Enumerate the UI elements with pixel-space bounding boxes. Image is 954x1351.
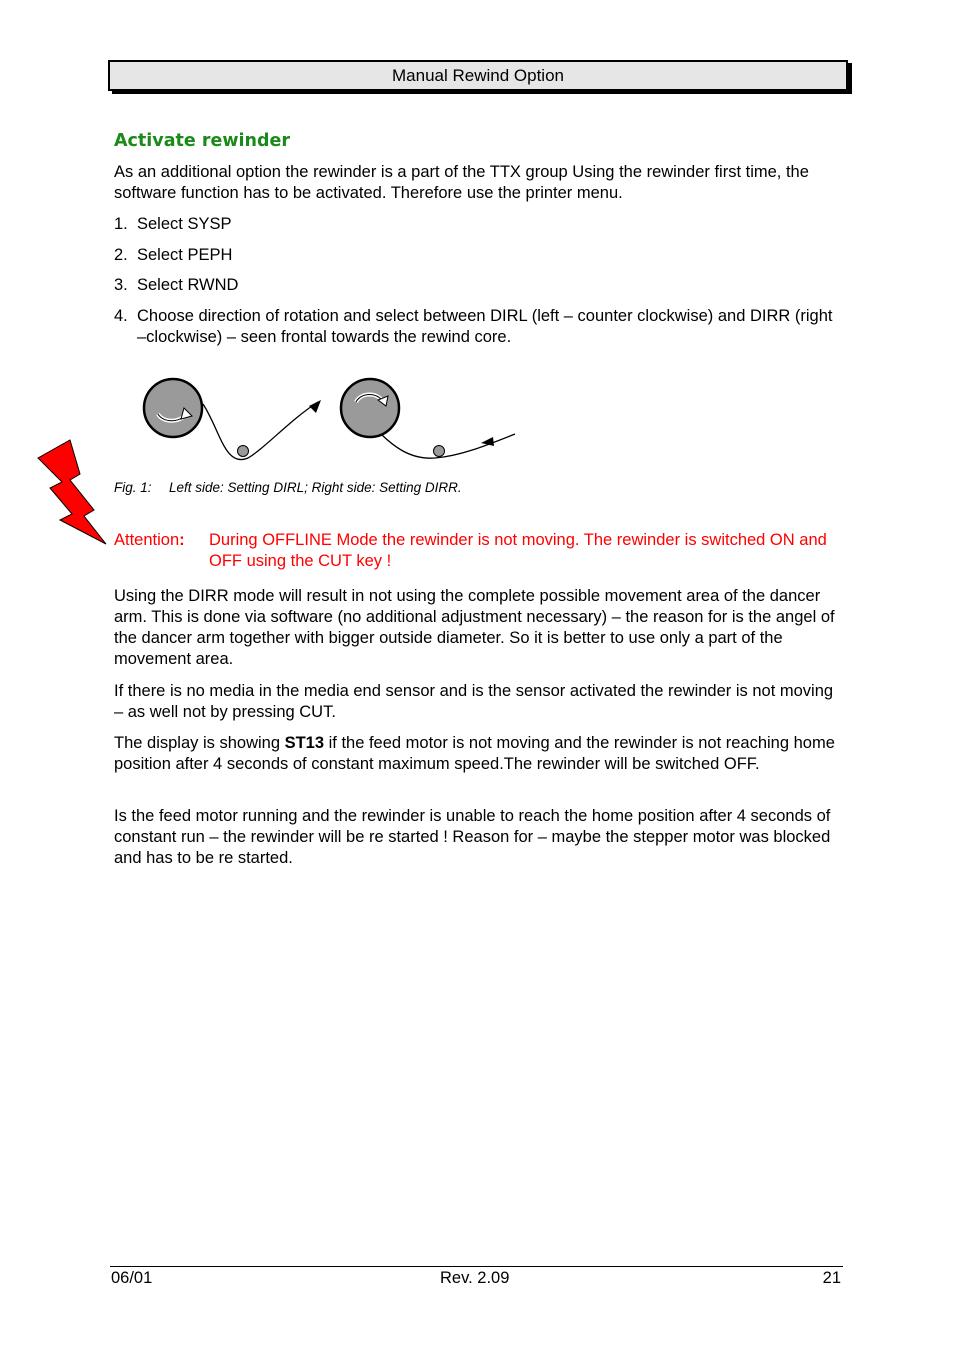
rewind-direction-diagram bbox=[130, 370, 530, 470]
footer-divider bbox=[110, 1266, 843, 1267]
step-text: Select RWND bbox=[137, 276, 239, 294]
step-item bbox=[114, 275, 842, 296]
step-number: 4. bbox=[114, 307, 128, 325]
step-item bbox=[114, 214, 842, 235]
footer-revision: Rev. 2.09 bbox=[440, 1269, 510, 1287]
body-paragraph: Is the feed motor running and the rewinder is unable to reach the home position after 4 seconds of constant run – the rewinder will be re started ! Reason for – maybe the stepper motor was blocked and has to be re started. bbox=[114, 807, 831, 867]
status-code: ST13 bbox=[284, 734, 325, 752]
step-item bbox=[114, 306, 842, 348]
rewind-core-dirr-icon bbox=[341, 379, 515, 458]
header-title: Manual Rewind Option bbox=[392, 66, 564, 85]
step-number: 2. bbox=[114, 246, 128, 264]
step-number: 3. bbox=[114, 276, 128, 294]
page-header bbox=[108, 60, 848, 91]
body-paragraph: If there is no media in the media end sensor and is the sensor activated the rewinder is not moving – as well not by pressing CUT. bbox=[114, 682, 834, 721]
step-number: 1. bbox=[114, 215, 128, 233]
attention-text: During OFFLINE Mode the rewinder is not moving. The rewinder is switched ON and OFF using the CUT key ! bbox=[209, 531, 827, 570]
step-item bbox=[114, 245, 842, 266]
attention-label: Attention: bbox=[114, 531, 185, 549]
body-paragraph: The display is showing ST13 if the feed motor is not moving and the rewinder is not reaching home position after 4 seconds of constant maximum speed.The rewinder will be switched OFF. bbox=[114, 734, 835, 773]
page-number: 21 bbox=[822, 1269, 841, 1287]
figure-label: Fig. 1: bbox=[114, 480, 152, 495]
figure-caption-text: Left side: Setting DIRL; Right side: Setting DIRR. bbox=[169, 480, 462, 495]
step-text: Select PEPH bbox=[137, 246, 233, 264]
lightning-warning-icon bbox=[34, 438, 110, 548]
footer-date: 06/01 bbox=[111, 1269, 153, 1287]
rewind-core-dirl-icon bbox=[144, 379, 321, 460]
intro-paragraph: As an additional option the rewinder is a part of the TTX group Using the rewinder first time, the software function has to be activated. Therefore use the printer menu. bbox=[114, 163, 809, 202]
body-paragraph: Using the DIRR mode will result in not using the complete possible movement area of the dancer arm. This is done via software (no additional adjustment necessary) – the reason for is the angel of the dancer arm together with bigger outside diameter. So it is better to use only a part of the movement area. bbox=[114, 587, 835, 668]
attention-note bbox=[114, 530, 842, 571]
figure-caption bbox=[114, 480, 462, 495]
section-title: Activate rewinder bbox=[114, 131, 290, 151]
step-text: Select SYSP bbox=[137, 215, 232, 233]
step-text: Choose direction of rotation and select between DIRL (left – counter clockwise) and DIRR (right –clockwise) – seen frontal towards the rewind core. bbox=[137, 307, 833, 346]
